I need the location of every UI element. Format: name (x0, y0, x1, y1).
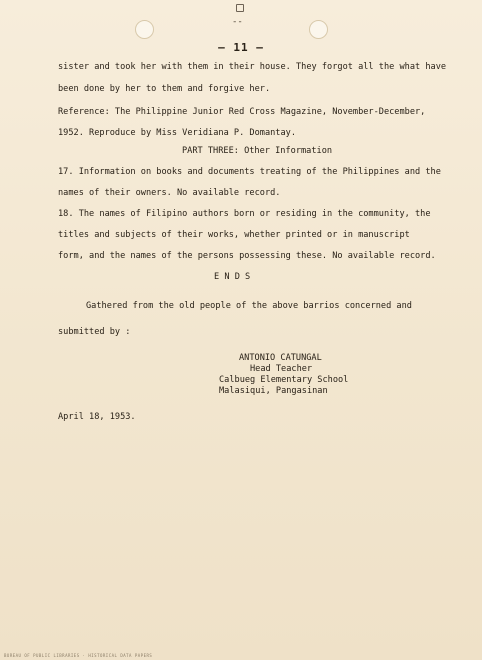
section-heading: PART THREE: Other Information (182, 146, 333, 156)
document-date: April 18, 1953. (58, 412, 136, 422)
item-18-line: form, and the names of the persons possessing these. No available record. (58, 251, 436, 261)
footer-text: BUREAU OF PUBLIC LIBRARIES · HISTORICAL DATA PAPERS (4, 653, 153, 658)
page-number: — 11 — (218, 41, 264, 54)
item-18-line: 18. The names of Filipino authors born or residing in the community, the (58, 209, 431, 219)
top-dash: -- (232, 17, 243, 27)
gathered-line: Gathered from the old people of the above barrios concerned and (86, 301, 412, 311)
paragraph-line: sister and took her with them in their house. They forgot all the what have (58, 62, 447, 72)
paragraph-line: been done by her to them and forgive her. (58, 84, 271, 94)
gathered-line: submitted by : (58, 327, 131, 337)
ends-marker: E N D S (214, 272, 251, 282)
item-17-line: names of their owners. No available record. (58, 188, 281, 198)
signatory-name: ANTONIO CATUNGAL (239, 353, 322, 363)
punch-hole-right (309, 20, 328, 39)
item-17-line: 17. Information on books and documents treating of the Philippines and the (58, 167, 441, 177)
signatory-location: Malasiqui, Pangasinan (219, 386, 328, 396)
signatory-school: Calbueg Elementary School (219, 375, 349, 385)
punch-hole-left (135, 20, 154, 39)
reference-line: 1952. Reproduce by Miss Veridiana P. Domantay. (58, 128, 296, 138)
item-18-line: titles and subjects of their works, whether printed or in manuscript (58, 230, 410, 240)
signatory-title: Head Teacher (250, 364, 313, 374)
reference-line: Reference: The Philippine Junior Red Cross Magazine, November-December, (58, 107, 426, 117)
staple-mark (236, 4, 244, 12)
